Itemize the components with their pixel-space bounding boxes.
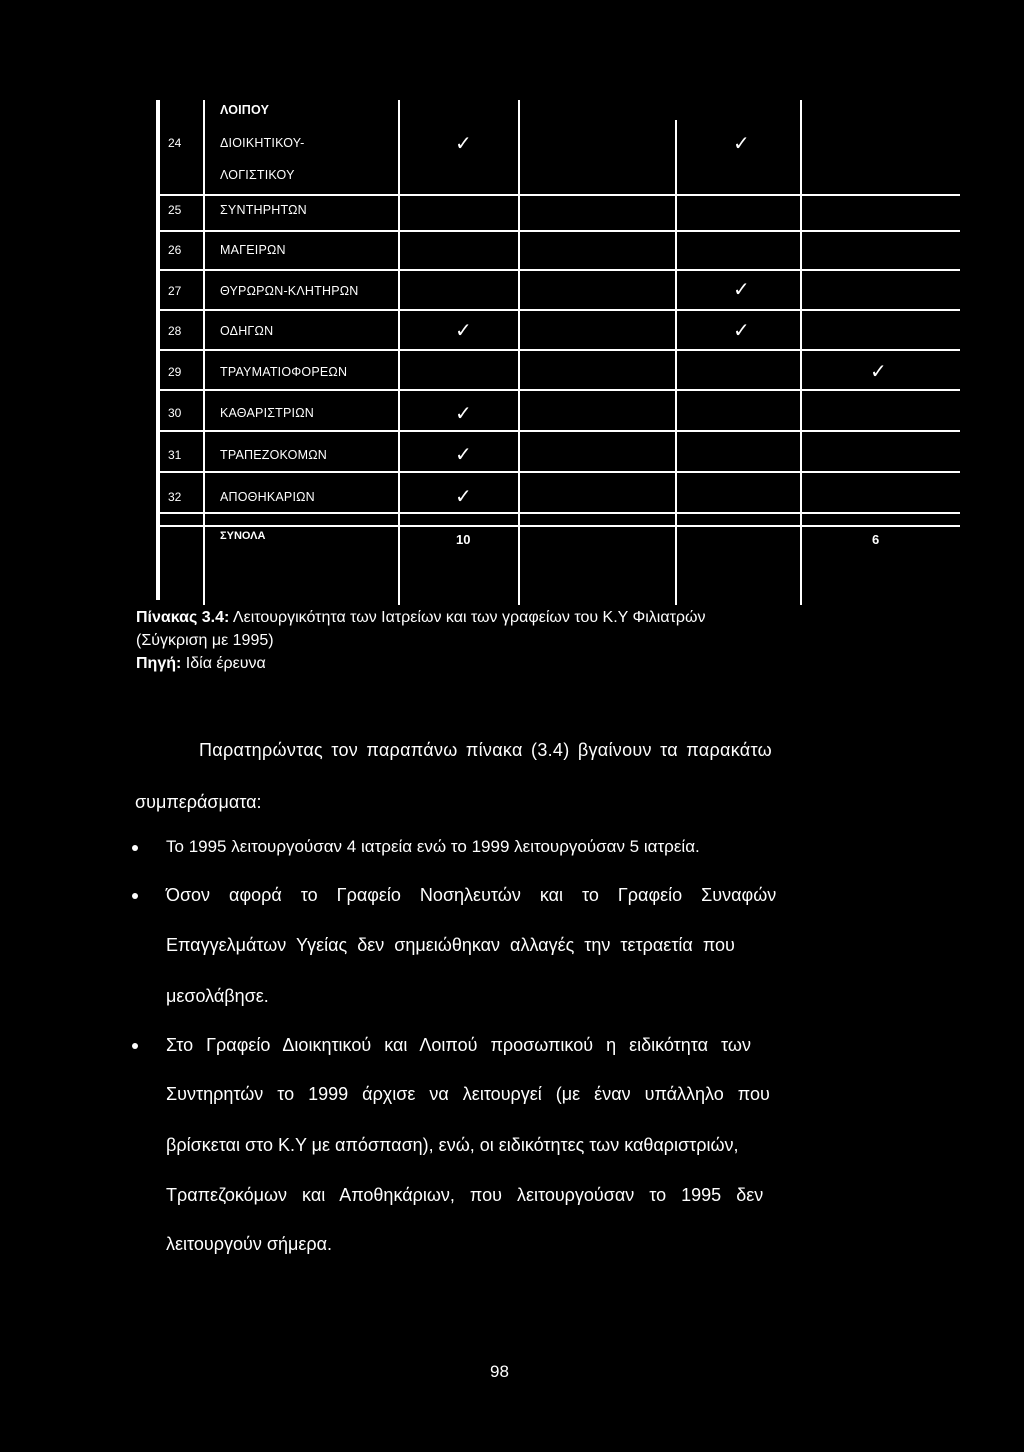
bullet-text: Το 1995 λειτουργούσαν 4 ιατρεία ενώ το 1999 λειτουργούσαν 5 ιατρεία. bbox=[166, 837, 700, 856]
check-mark-icon: ✓ bbox=[870, 361, 887, 383]
bullet-icon bbox=[132, 893, 138, 899]
bullet-text: Συντηρητών το 1999 άρχισε να λειτουργεί (με έναν υπάλληλο που bbox=[166, 1084, 770, 1104]
table-col-divider bbox=[398, 100, 400, 605]
row-number: 25 bbox=[168, 203, 182, 217]
check-mark-icon: ✓ bbox=[733, 279, 750, 301]
table-row-line bbox=[160, 309, 960, 311]
row-label: ΘΥΡΩΡΩΝ-ΚΛΗΤΗΡΩΝ bbox=[220, 284, 359, 298]
table-row-line bbox=[160, 349, 960, 351]
table-row-line bbox=[160, 471, 960, 473]
table-row-line bbox=[160, 525, 960, 527]
table-row-line bbox=[160, 230, 960, 232]
caption-source bbox=[136, 654, 266, 674]
bullet-text: Στο Γραφείο Διοικητικού και Λοιπού προσωπικού η ειδικότητα των bbox=[166, 1035, 751, 1055]
check-mark-icon: ✓ bbox=[455, 403, 472, 425]
table-header-partial: ΛΟΙΠΟΥ bbox=[220, 103, 270, 117]
row-label: ΑΠΟΘΗΚΑΡΙΩΝ bbox=[220, 490, 315, 504]
table-col-divider bbox=[203, 100, 205, 605]
caption-label: Πίνακας bbox=[136, 609, 198, 626]
intro-line: Παρατηρώντας τον παραπάνω πίνακα (3.4) βγαίνουν τα παρακάτω bbox=[199, 740, 773, 760]
bullet-text: Τραπεζοκόμων και Αποθηκάριων, που λειτουργούσαν το 1995 δεν bbox=[166, 1185, 764, 1205]
page-number: 98 bbox=[490, 1362, 509, 1381]
check-mark-icon: ✓ bbox=[455, 133, 472, 155]
totals-label: ΣΥΝΟΛΑ bbox=[220, 530, 266, 542]
caption-number: 3.4: bbox=[201, 609, 230, 626]
row-label: ΚΑΘΑΡΙΣΤΡΙΩΝ bbox=[220, 406, 315, 420]
table-row-line bbox=[160, 512, 960, 514]
row-number: 32 bbox=[168, 490, 182, 504]
caption-title: Λειτουργικότητα των Ιατρείων και των γραφείων του Κ.Υ Φιλιατρών bbox=[232, 609, 706, 626]
totals-1999: 6 bbox=[872, 532, 880, 547]
totals-1995: 10 bbox=[456, 532, 471, 547]
row-number: 31 bbox=[168, 448, 182, 462]
table-row-line bbox=[160, 194, 960, 196]
source-label: Πηγή: bbox=[136, 655, 182, 672]
row-number: 29 bbox=[168, 365, 182, 379]
row-label: ΔΙΟΙΚΗΤΙΚΟΥ- bbox=[220, 136, 305, 150]
table-caption bbox=[136, 608, 706, 628]
check-mark-icon: ✓ bbox=[733, 320, 750, 342]
row-label: ΛΟΓΙΣΤΙΚΟΥ bbox=[220, 168, 295, 182]
row-label: ΤΡΑΠΕΖΟΚΟΜΩΝ bbox=[220, 448, 327, 462]
check-mark-icon: ✓ bbox=[455, 486, 472, 508]
table-row-line bbox=[160, 389, 960, 391]
table-row-line bbox=[160, 269, 960, 271]
row-label: ΣΥΝΤΗΡΗΤΩΝ bbox=[220, 203, 307, 217]
table-col-divider bbox=[518, 100, 520, 605]
check-mark-icon: ✓ bbox=[455, 320, 472, 342]
bullet-text: βρίσκεται στο Κ.Υ με απόσπαση), ενώ, οι ειδικότητες των καθαριστριών, bbox=[166, 1135, 739, 1155]
bullet-icon bbox=[132, 845, 138, 851]
source-text: Ιδία έρευνα bbox=[185, 655, 266, 672]
bullet-text: μεσολάβησε. bbox=[166, 986, 269, 1006]
check-mark-icon: ✓ bbox=[733, 133, 750, 155]
row-label: ΤΡΑΥΜΑΤΙΟΦΟΡΕΩΝ bbox=[220, 365, 348, 379]
check-mark-icon: ✓ bbox=[455, 444, 472, 466]
bullet-text: Όσον αφορά το Γραφείο Νοσηλευτών και το Γραφείο Συναφών bbox=[166, 885, 777, 905]
row-label: ΟΔΗΓΩΝ bbox=[220, 324, 274, 338]
row-number: 28 bbox=[168, 324, 182, 338]
row-number: 26 bbox=[168, 243, 182, 257]
table-col-divider bbox=[675, 120, 677, 605]
intro-line: συμπεράσματα: bbox=[135, 792, 262, 812]
row-number: 27 bbox=[168, 284, 182, 298]
row-number: 24 bbox=[168, 136, 182, 150]
table-row-line bbox=[160, 430, 960, 432]
bullet-text: Επαγγελμάτων Υγείας δεν σημειώθηκαν αλλαγές την τετραετία που bbox=[166, 935, 735, 955]
bullet-icon bbox=[132, 1043, 138, 1049]
bullet-text: λειτουργούν σήμερα. bbox=[166, 1234, 332, 1254]
row-number: 30 bbox=[168, 406, 182, 420]
staff-table bbox=[0, 0, 1024, 600]
row-label: ΜΑΓΕΙΡΩΝ bbox=[220, 243, 286, 257]
caption-title-line2: (Σύγκριση με 1995) bbox=[136, 632, 274, 649]
table-col-divider bbox=[800, 100, 802, 605]
